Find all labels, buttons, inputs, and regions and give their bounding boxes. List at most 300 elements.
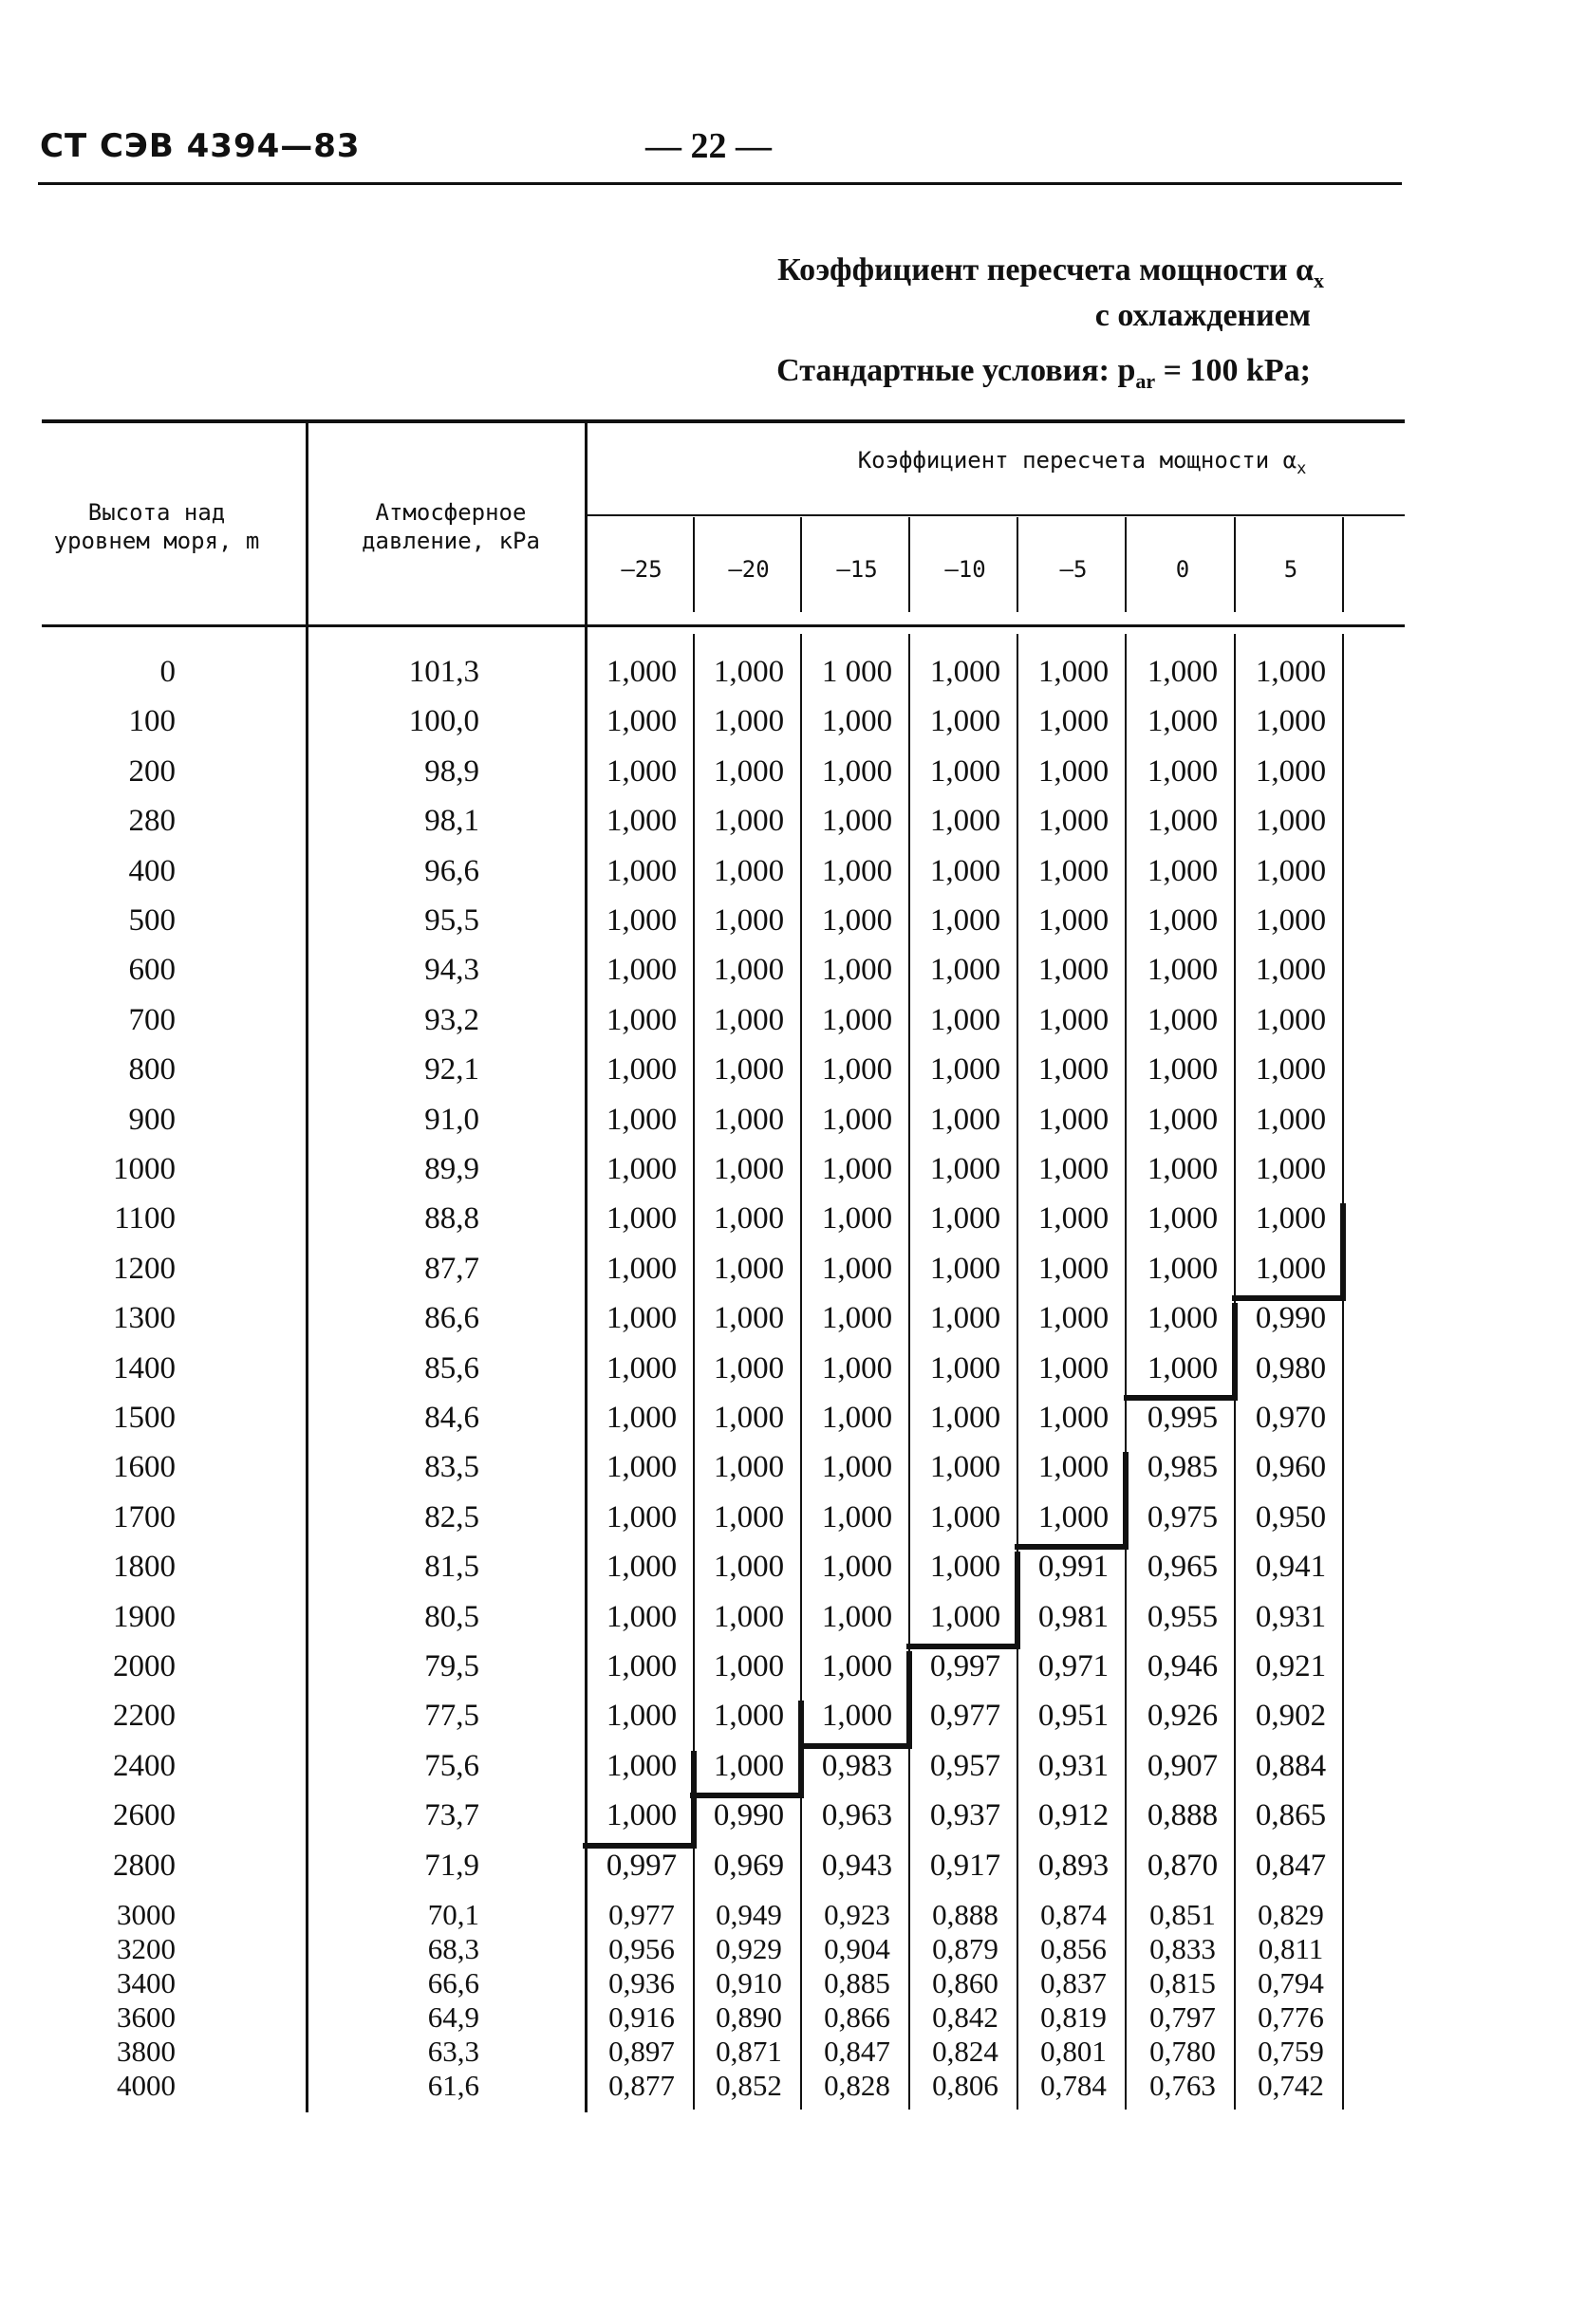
coefficient-cell: 1,000 — [606, 1748, 678, 1783]
coefficient-cell: 0,975 — [1147, 1499, 1219, 1534]
coefficient-cell: 1,000 — [606, 1798, 678, 1833]
coefficient-cell: 0,960 — [1255, 1450, 1327, 1485]
coefficient-cell: 1,000 — [606, 953, 678, 988]
coefficient-cell: 0,990 — [1255, 1301, 1327, 1336]
coefficient-cell: 1,000 — [606, 753, 678, 789]
coefficient-cell: 1,000 — [1037, 1251, 1110, 1286]
altitude-cell: 3000 — [117, 1898, 176, 1931]
table-title — [777, 252, 1324, 293]
altitude-cell: 900 — [128, 1102, 176, 1137]
coefficient-cell: 0,946 — [1147, 1649, 1219, 1683]
coefficient-group-header-subscript: x — [1297, 458, 1307, 478]
coefficient-cell: 1,000 — [606, 903, 678, 938]
coefficient-cell: 0,923 — [824, 1898, 890, 1931]
temperature-header-divider — [908, 517, 910, 612]
table-subtitle: с охлаждением — [1094, 298, 1311, 333]
pressure-cell: 98,1 — [424, 804, 479, 839]
coefficient-cell: 0,815 — [1149, 1966, 1216, 1999]
pressure-cell: 68,3 — [427, 1932, 479, 1965]
boundary-step-vertical — [798, 1701, 804, 1798]
group-header-rule — [587, 514, 1405, 516]
coefficient-cell: 0,819 — [1040, 2000, 1107, 2034]
coefficient-cell: 0,916 — [608, 2000, 675, 2034]
column-divider-altitude — [306, 421, 308, 2112]
altitude-cell: 280 — [128, 804, 176, 839]
temperature-header-2: —15 — [836, 556, 878, 583]
coefficient-cell: 1,000 — [821, 853, 893, 888]
altitude-cell: 1700 — [113, 1499, 176, 1534]
standard-conditions-suffix: = 100 kPa; — [1155, 353, 1311, 388]
coefficient-cell: 0,912 — [1037, 1798, 1110, 1833]
altitude-cell: 400 — [128, 853, 176, 888]
coefficient-cell: 0,983 — [821, 1748, 893, 1783]
coefficient-cell: 1,000 — [713, 1599, 785, 1634]
coefficient-cell: 0,931 — [1255, 1599, 1327, 1634]
coefficient-cell: 0,980 — [1255, 1350, 1327, 1385]
coefficient-cell: 0,977 — [608, 1898, 675, 1931]
coefficient-cell: 1,000 — [606, 655, 678, 689]
pressure-cell: 66,6 — [427, 1966, 479, 1999]
coefficient-cell: 1,000 — [1255, 1201, 1327, 1236]
coefficient-cell: 1,000 — [606, 1599, 678, 1634]
boundary-step-horizontal — [1232, 1295, 1342, 1301]
coefficient-cell: 1,000 — [1255, 655, 1327, 689]
coefficient-cell: 1,000 — [1037, 704, 1110, 739]
pressure-cell: 95,5 — [424, 903, 479, 938]
coefficient-cell: 1,000 — [606, 1699, 678, 1734]
coefficient-cell: 0,969 — [713, 1848, 785, 1883]
altitude-cell: 1800 — [113, 1550, 176, 1585]
pressure-cell: 94,3 — [424, 953, 479, 988]
altitude-cell: 200 — [128, 753, 176, 789]
coefficient-cell: 0,941 — [1255, 1550, 1327, 1585]
coefficient-cell: 1,000 — [1255, 953, 1327, 988]
altitude-cell: 1100 — [114, 1201, 176, 1236]
coefficient-cell: 1,000 — [929, 1002, 1001, 1037]
boundary-step-horizontal — [1015, 1544, 1125, 1550]
coefficient-cell: 1,000 — [1255, 903, 1327, 938]
altitude-cell: 3400 — [117, 1966, 176, 1999]
coefficient-cell: 1,000 — [821, 1301, 893, 1336]
boundary-step-vertical — [1123, 1452, 1129, 1550]
coefficient-cell: 1,000 — [1255, 1052, 1327, 1088]
coefficient-cell: 0,977 — [929, 1699, 1001, 1734]
coefficient-cell: 0,957 — [929, 1748, 1001, 1783]
altitude-cell: 1500 — [113, 1401, 176, 1435]
pressure-cell: 79,5 — [424, 1649, 479, 1683]
coefficient-cell: 1,000 — [929, 853, 1001, 888]
pressure-cell: 77,5 — [424, 1699, 479, 1734]
coefficient-cell: 0,955 — [1147, 1599, 1219, 1634]
coefficient-cell: 1,000 — [821, 1102, 893, 1137]
coefficient-cell: 1,000 — [713, 1251, 785, 1286]
coefficient-cell: 1,000 — [713, 953, 785, 988]
coefficient-cell: 1,000 — [1037, 1401, 1110, 1435]
coefficient-cell: 0,985 — [1147, 1450, 1219, 1485]
altitude-cell: 3200 — [117, 1932, 176, 1965]
coefficient-cell: 1,000 — [929, 804, 1001, 839]
table-title-text: Коэффициент пересчета мощности α — [777, 252, 1314, 288]
altitude-cell: 2200 — [113, 1699, 176, 1734]
coefficient-cell: 0,879 — [932, 1932, 998, 1965]
coefficient-cell: 1,000 — [1147, 1201, 1219, 1236]
boundary-step-horizontal — [1124, 1395, 1234, 1401]
coefficient-cell: 1,000 — [713, 753, 785, 789]
coefficient-cell: 1,000 — [1255, 1251, 1327, 1286]
pressure-cell: 92,1 — [424, 1052, 479, 1088]
coefficient-cell: 0,806 — [932, 2069, 998, 2102]
coefficient-cell: 0,801 — [1040, 2035, 1107, 2068]
altitude-cell: 2400 — [113, 1748, 176, 1783]
coefficient-cell: 1,000 — [713, 1401, 785, 1435]
boundary-step-vertical — [691, 1751, 697, 1849]
coefficient-cell: 0,970 — [1255, 1401, 1327, 1435]
temperature-header-0: —25 — [621, 556, 662, 583]
coefficient-cell: 1 000 — [821, 655, 893, 689]
coefficient-cell: 0,949 — [716, 1898, 782, 1931]
standard-conditions-prefix: Стандартные условия: p — [776, 353, 1136, 388]
column-divider-pressure — [585, 421, 588, 2112]
coefficient-cell: 1,000 — [929, 753, 1001, 789]
coefficient-cell: 1,000 — [713, 1052, 785, 1088]
value-column-divider — [908, 634, 910, 2110]
coefficient-cell: 1,000 — [821, 1152, 893, 1186]
coefficient-cell: 1,000 — [606, 1002, 678, 1037]
coefficient-cell: 0,885 — [824, 1966, 890, 1999]
temperature-header-divider — [1342, 517, 1344, 612]
pressure-cell: 87,7 — [424, 1251, 479, 1286]
temperature-header-divider — [1234, 517, 1236, 612]
coefficient-cell: 1,000 — [606, 1251, 678, 1286]
coefficient-cell: 1,000 — [929, 1450, 1001, 1485]
value-column-divider — [800, 634, 802, 2110]
coefficient-cell: 1,000 — [821, 704, 893, 739]
temperature-header-6: 5 — [1283, 556, 1298, 583]
pressure-cell: 73,7 — [424, 1798, 479, 1833]
boundary-step-vertical — [1340, 1203, 1346, 1301]
temperature-header-divider — [1125, 517, 1127, 612]
temperature-header-5: 0 — [1175, 556, 1190, 583]
coefficient-cell: 1,000 — [713, 1550, 785, 1585]
coefficient-cell: 0,852 — [716, 2069, 782, 2102]
table-header-rule — [42, 624, 1405, 627]
coefficient-cell: 0,811 — [1258, 1932, 1324, 1965]
pressure-cell: 93,2 — [424, 1002, 479, 1037]
altitude-cell: 600 — [128, 953, 176, 988]
coefficient-cell: 1,000 — [1147, 1102, 1219, 1137]
coefficient-cell: 1,000 — [821, 1052, 893, 1088]
coefficient-cell: 0,950 — [1255, 1499, 1327, 1534]
coefficient-cell: 0,829 — [1258, 1898, 1324, 1931]
coefficient-cell: 0,981 — [1037, 1599, 1110, 1634]
table-title-subscript: x — [1314, 268, 1324, 292]
coefficient-cell: 1,000 — [821, 903, 893, 938]
coefficient-cell: 0,902 — [1255, 1699, 1327, 1734]
coefficient-cell: 1,000 — [713, 1350, 785, 1385]
value-column-divider — [1017, 634, 1018, 2110]
coefficient-cell: 1,000 — [929, 903, 1001, 938]
coefficient-cell: 0,742 — [1258, 2069, 1324, 2102]
coefficient-cell: 0,995 — [1147, 1401, 1219, 1435]
coefficient-cell: 0,759 — [1258, 2035, 1324, 2068]
coefficient-cell: 1,000 — [821, 1499, 893, 1534]
coefficient-cell: 0,776 — [1258, 2000, 1324, 2034]
coefficient-cell: 1,000 — [821, 1649, 893, 1683]
boundary-step-horizontal — [583, 1843, 693, 1849]
coefficient-cell: 1,000 — [929, 1102, 1001, 1137]
coefficient-cell: 1,000 — [821, 804, 893, 839]
altitude-cell: 1900 — [113, 1599, 176, 1634]
coefficient-cell: 1,000 — [1147, 1350, 1219, 1385]
coefficient-cell: 1,000 — [929, 1401, 1001, 1435]
boundary-step-horizontal — [690, 1793, 800, 1798]
coefficient-cell: 1,000 — [1037, 804, 1110, 839]
temperature-header-divider — [800, 517, 802, 612]
coefficient-cell: 1,000 — [1147, 953, 1219, 988]
pressure-cell: 86,6 — [424, 1301, 479, 1336]
coefficient-cell: 1,000 — [606, 1401, 678, 1435]
coefficient-cell: 1,000 — [1037, 853, 1110, 888]
table-top-rule — [42, 419, 1405, 423]
pressure-cell: 85,6 — [424, 1350, 479, 1385]
pressure-cell: 82,5 — [424, 1499, 479, 1534]
altitude-cell: 1400 — [113, 1350, 176, 1385]
boundary-step-vertical — [906, 1651, 912, 1749]
coefficient-cell: 1,000 — [1255, 1152, 1327, 1186]
coefficient-cell: 0,884 — [1255, 1748, 1327, 1783]
coefficient-cell: 0,847 — [824, 2035, 890, 2068]
pressure-cell: 63,3 — [427, 2035, 479, 2068]
pressure-cell: 84,6 — [424, 1401, 479, 1435]
coefficient-cell: 0,936 — [608, 1966, 675, 1999]
pressure-cell: 61,6 — [427, 2069, 479, 2102]
coefficient-cell: 1,000 — [1147, 1152, 1219, 1186]
coefficient-cell: 1,000 — [1037, 1052, 1110, 1088]
coefficient-cell: 1,000 — [713, 853, 785, 888]
standard-conditions-subscript: ar — [1135, 368, 1156, 393]
boundary-step-vertical — [1232, 1303, 1238, 1401]
coefficient-cell: 1,000 — [713, 704, 785, 739]
coefficient-cell: 0,997 — [606, 1848, 678, 1883]
coefficient-cell: 0,929 — [716, 1932, 782, 1965]
coefficient-cell: 1,000 — [1147, 1002, 1219, 1037]
coefficient-cell: 0,837 — [1040, 1966, 1107, 1999]
coefficient-cell: 1,000 — [1147, 853, 1219, 888]
pressure-cell: 70,1 — [427, 1898, 479, 1931]
coefficient-cell: 1,000 — [1037, 953, 1110, 988]
coefficient-cell: 0,794 — [1258, 1966, 1324, 1999]
coefficient-cell: 1,000 — [1147, 1052, 1219, 1088]
coefficient-cell: 1,000 — [1037, 1102, 1110, 1137]
coefficient-cell: 1,000 — [713, 1102, 785, 1137]
coefficient-cell: 1,000 — [1255, 753, 1327, 789]
coefficient-cell: 0,856 — [1040, 1932, 1107, 1965]
pressure-cell: 96,6 — [424, 853, 479, 888]
value-column-divider — [1125, 634, 1127, 2110]
coefficient-cell: 0,951 — [1037, 1699, 1110, 1734]
coefficient-cell: 1,000 — [713, 1699, 785, 1734]
coefficient-cell: 1,000 — [606, 1201, 678, 1236]
coefficient-cell: 1,000 — [1147, 804, 1219, 839]
coefficient-cell: 1,000 — [713, 1002, 785, 1037]
coefficient-cell: 0,904 — [824, 1932, 890, 1965]
coefficient-cell: 1,000 — [1255, 804, 1327, 839]
temperature-header-1: —20 — [728, 556, 770, 583]
coefficient-cell: 0,917 — [929, 1848, 1001, 1883]
coefficient-cell: 1,000 — [1037, 655, 1110, 689]
coefficient-cell: 1,000 — [929, 1251, 1001, 1286]
pressure-cell: 64,9 — [427, 2000, 479, 2034]
coefficient-cell: 0,890 — [716, 2000, 782, 2034]
coefficient-cell: 1,000 — [821, 1401, 893, 1435]
coefficient-cell: 0,851 — [1149, 1898, 1216, 1931]
coefficient-cell: 1,000 — [1037, 1350, 1110, 1385]
page-number: — 22 — — [645, 126, 772, 166]
coefficient-cell: 0,943 — [821, 1848, 893, 1883]
coefficient-cell: 1,000 — [606, 704, 678, 739]
coefficient-cell: 1,000 — [929, 953, 1001, 988]
coefficient-cell: 0,897 — [608, 2035, 675, 2068]
coefficient-cell: 0,926 — [1147, 1699, 1219, 1734]
coefficient-cell: 0,871 — [716, 2035, 782, 2068]
coefficient-cell: 1,000 — [713, 1499, 785, 1534]
coefficient-cell: 0,828 — [824, 2069, 890, 2102]
pressure-cell: 71,9 — [424, 1848, 479, 1883]
coefficient-cell: 0,833 — [1149, 1932, 1216, 1965]
coefficient-cell: 0,907 — [1147, 1748, 1219, 1783]
coefficient-cell: 0,990 — [713, 1798, 785, 1833]
coefficient-cell: 0,842 — [932, 2000, 998, 2034]
altitude-cell: 700 — [128, 1002, 176, 1037]
document-code: СТ СЭВ 4394—83 — [40, 127, 361, 165]
coefficient-cell: 1,000 — [821, 753, 893, 789]
boundary-step-vertical — [1015, 1552, 1020, 1649]
coefficient-cell: 1,000 — [821, 1251, 893, 1286]
coefficient-cell: 1,000 — [713, 1649, 785, 1683]
coefficient-cell: 1,000 — [929, 1152, 1001, 1186]
header-rule — [38, 182, 1402, 185]
coefficient-cell: 1,000 — [713, 1450, 785, 1485]
pressure-cell: 98,9 — [424, 753, 479, 789]
coefficient-cell: 0,874 — [1040, 1898, 1107, 1931]
altitude-cell: 500 — [128, 903, 176, 938]
coefficient-cell: 1,000 — [606, 1499, 678, 1534]
coefficient-cell: 0,971 — [1037, 1649, 1110, 1683]
coefficient-cell: 1,000 — [606, 1649, 678, 1683]
coefficient-cell: 1,000 — [929, 655, 1001, 689]
coefficient-cell: 0,888 — [1147, 1798, 1219, 1833]
value-column-divider — [1342, 634, 1344, 2110]
pressure-cell: 100,0 — [408, 704, 479, 739]
coefficient-cell: 1,000 — [821, 1450, 893, 1485]
coefficient-cell: 1,000 — [713, 1301, 785, 1336]
coefficient-cell: 1,000 — [606, 1052, 678, 1088]
altitude-column-header: Высота над уровнем моря, m — [53, 499, 260, 554]
coefficient-cell: 1,000 — [929, 1599, 1001, 1634]
coefficient-cell: 1,000 — [713, 1201, 785, 1236]
coefficient-cell: 1,000 — [1037, 753, 1110, 789]
temperature-header-divider — [693, 517, 695, 612]
coefficient-cell: 0,870 — [1147, 1848, 1219, 1883]
coefficient-cell: 1,000 — [821, 1201, 893, 1236]
boundary-step-horizontal — [798, 1743, 908, 1749]
coefficient-cell: 1,000 — [1037, 1201, 1110, 1236]
pressure-cell: 91,0 — [424, 1102, 479, 1137]
coefficient-cell: 1,000 — [1037, 1002, 1110, 1037]
coefficient-cell: 0,893 — [1037, 1848, 1110, 1883]
coefficient-cell: 0,937 — [929, 1798, 1001, 1833]
coefficient-group-header — [816, 446, 1348, 483]
pressure-cell: 81,5 — [424, 1550, 479, 1585]
pressure-cell: 80,5 — [424, 1599, 479, 1634]
altitude-cell: 2000 — [113, 1649, 176, 1683]
coefficient-group-header-text: Коэффициент пересчета мощности α — [857, 447, 1297, 474]
coefficient-cell: 1,000 — [1255, 853, 1327, 888]
coefficient-cell: 1,000 — [713, 655, 785, 689]
coefficient-cell: 1,000 — [1255, 1002, 1327, 1037]
coefficient-cell: 1,000 — [1037, 1450, 1110, 1485]
coefficient-cell: 1,000 — [821, 1599, 893, 1634]
coefficient-cell: 0,888 — [932, 1898, 998, 1931]
pressure-cell: 89,9 — [424, 1152, 479, 1186]
altitude-cell: 800 — [128, 1052, 176, 1088]
altitude-cell: 3600 — [117, 2000, 176, 2034]
coefficient-cell: 1,000 — [1255, 704, 1327, 739]
temperature-header-3: —10 — [944, 556, 986, 583]
altitude-cell: 4000 — [117, 2069, 176, 2102]
coefficient-cell: 1,000 — [1147, 903, 1219, 938]
coefficient-cell: 1,000 — [713, 1748, 785, 1783]
coefficient-cell: 0,763 — [1149, 2069, 1216, 2102]
altitude-cell: 1600 — [113, 1450, 176, 1485]
coefficient-cell: 0,797 — [1149, 2000, 1216, 2034]
coefficient-cell: 0,963 — [821, 1798, 893, 1833]
coefficient-cell: 1,000 — [1147, 704, 1219, 739]
altitude-cell: 0 — [159, 655, 176, 689]
standard-conditions — [776, 353, 1311, 394]
coefficient-cell: 1,000 — [821, 1002, 893, 1037]
coefficient-cell: 0,780 — [1149, 2035, 1216, 2068]
coefficient-cell: 1,000 — [1037, 903, 1110, 938]
coefficient-cell: 1,000 — [1037, 1499, 1110, 1534]
coefficient-cell: 1,000 — [821, 1350, 893, 1385]
coefficient-cell: 0,860 — [932, 1966, 998, 1999]
coefficient-cell: 0,866 — [824, 2000, 890, 2034]
coefficient-cell: 0,921 — [1255, 1649, 1327, 1683]
altitude-cell: 2600 — [113, 1798, 176, 1833]
coefficient-cell: 1,000 — [713, 804, 785, 839]
coefficient-cell: 1,000 — [929, 1350, 1001, 1385]
coefficient-cell: 1,000 — [606, 1550, 678, 1585]
coefficient-cell: 0,910 — [716, 1966, 782, 1999]
altitude-cell: 100 — [128, 704, 176, 739]
altitude-cell: 1300 — [113, 1301, 176, 1336]
coefficient-cell: 1,000 — [821, 1550, 893, 1585]
coefficient-cell: 1,000 — [606, 1450, 678, 1485]
coefficient-cell: 0,956 — [608, 1932, 675, 1965]
coefficient-cell: 0,784 — [1040, 2069, 1107, 2102]
coefficient-cell: 0,991 — [1037, 1550, 1110, 1585]
coefficient-cell: 1,000 — [821, 953, 893, 988]
temperature-header-divider — [1017, 517, 1018, 612]
coefficient-cell: 1,000 — [606, 804, 678, 839]
value-column-divider — [693, 634, 695, 2110]
coefficient-cell: 1,000 — [606, 1301, 678, 1336]
coefficient-cell: 0,824 — [932, 2035, 998, 2068]
coefficient-cell: 1,000 — [929, 1499, 1001, 1534]
coefficient-cell: 0,931 — [1037, 1748, 1110, 1783]
altitude-cell: 1000 — [113, 1152, 176, 1186]
